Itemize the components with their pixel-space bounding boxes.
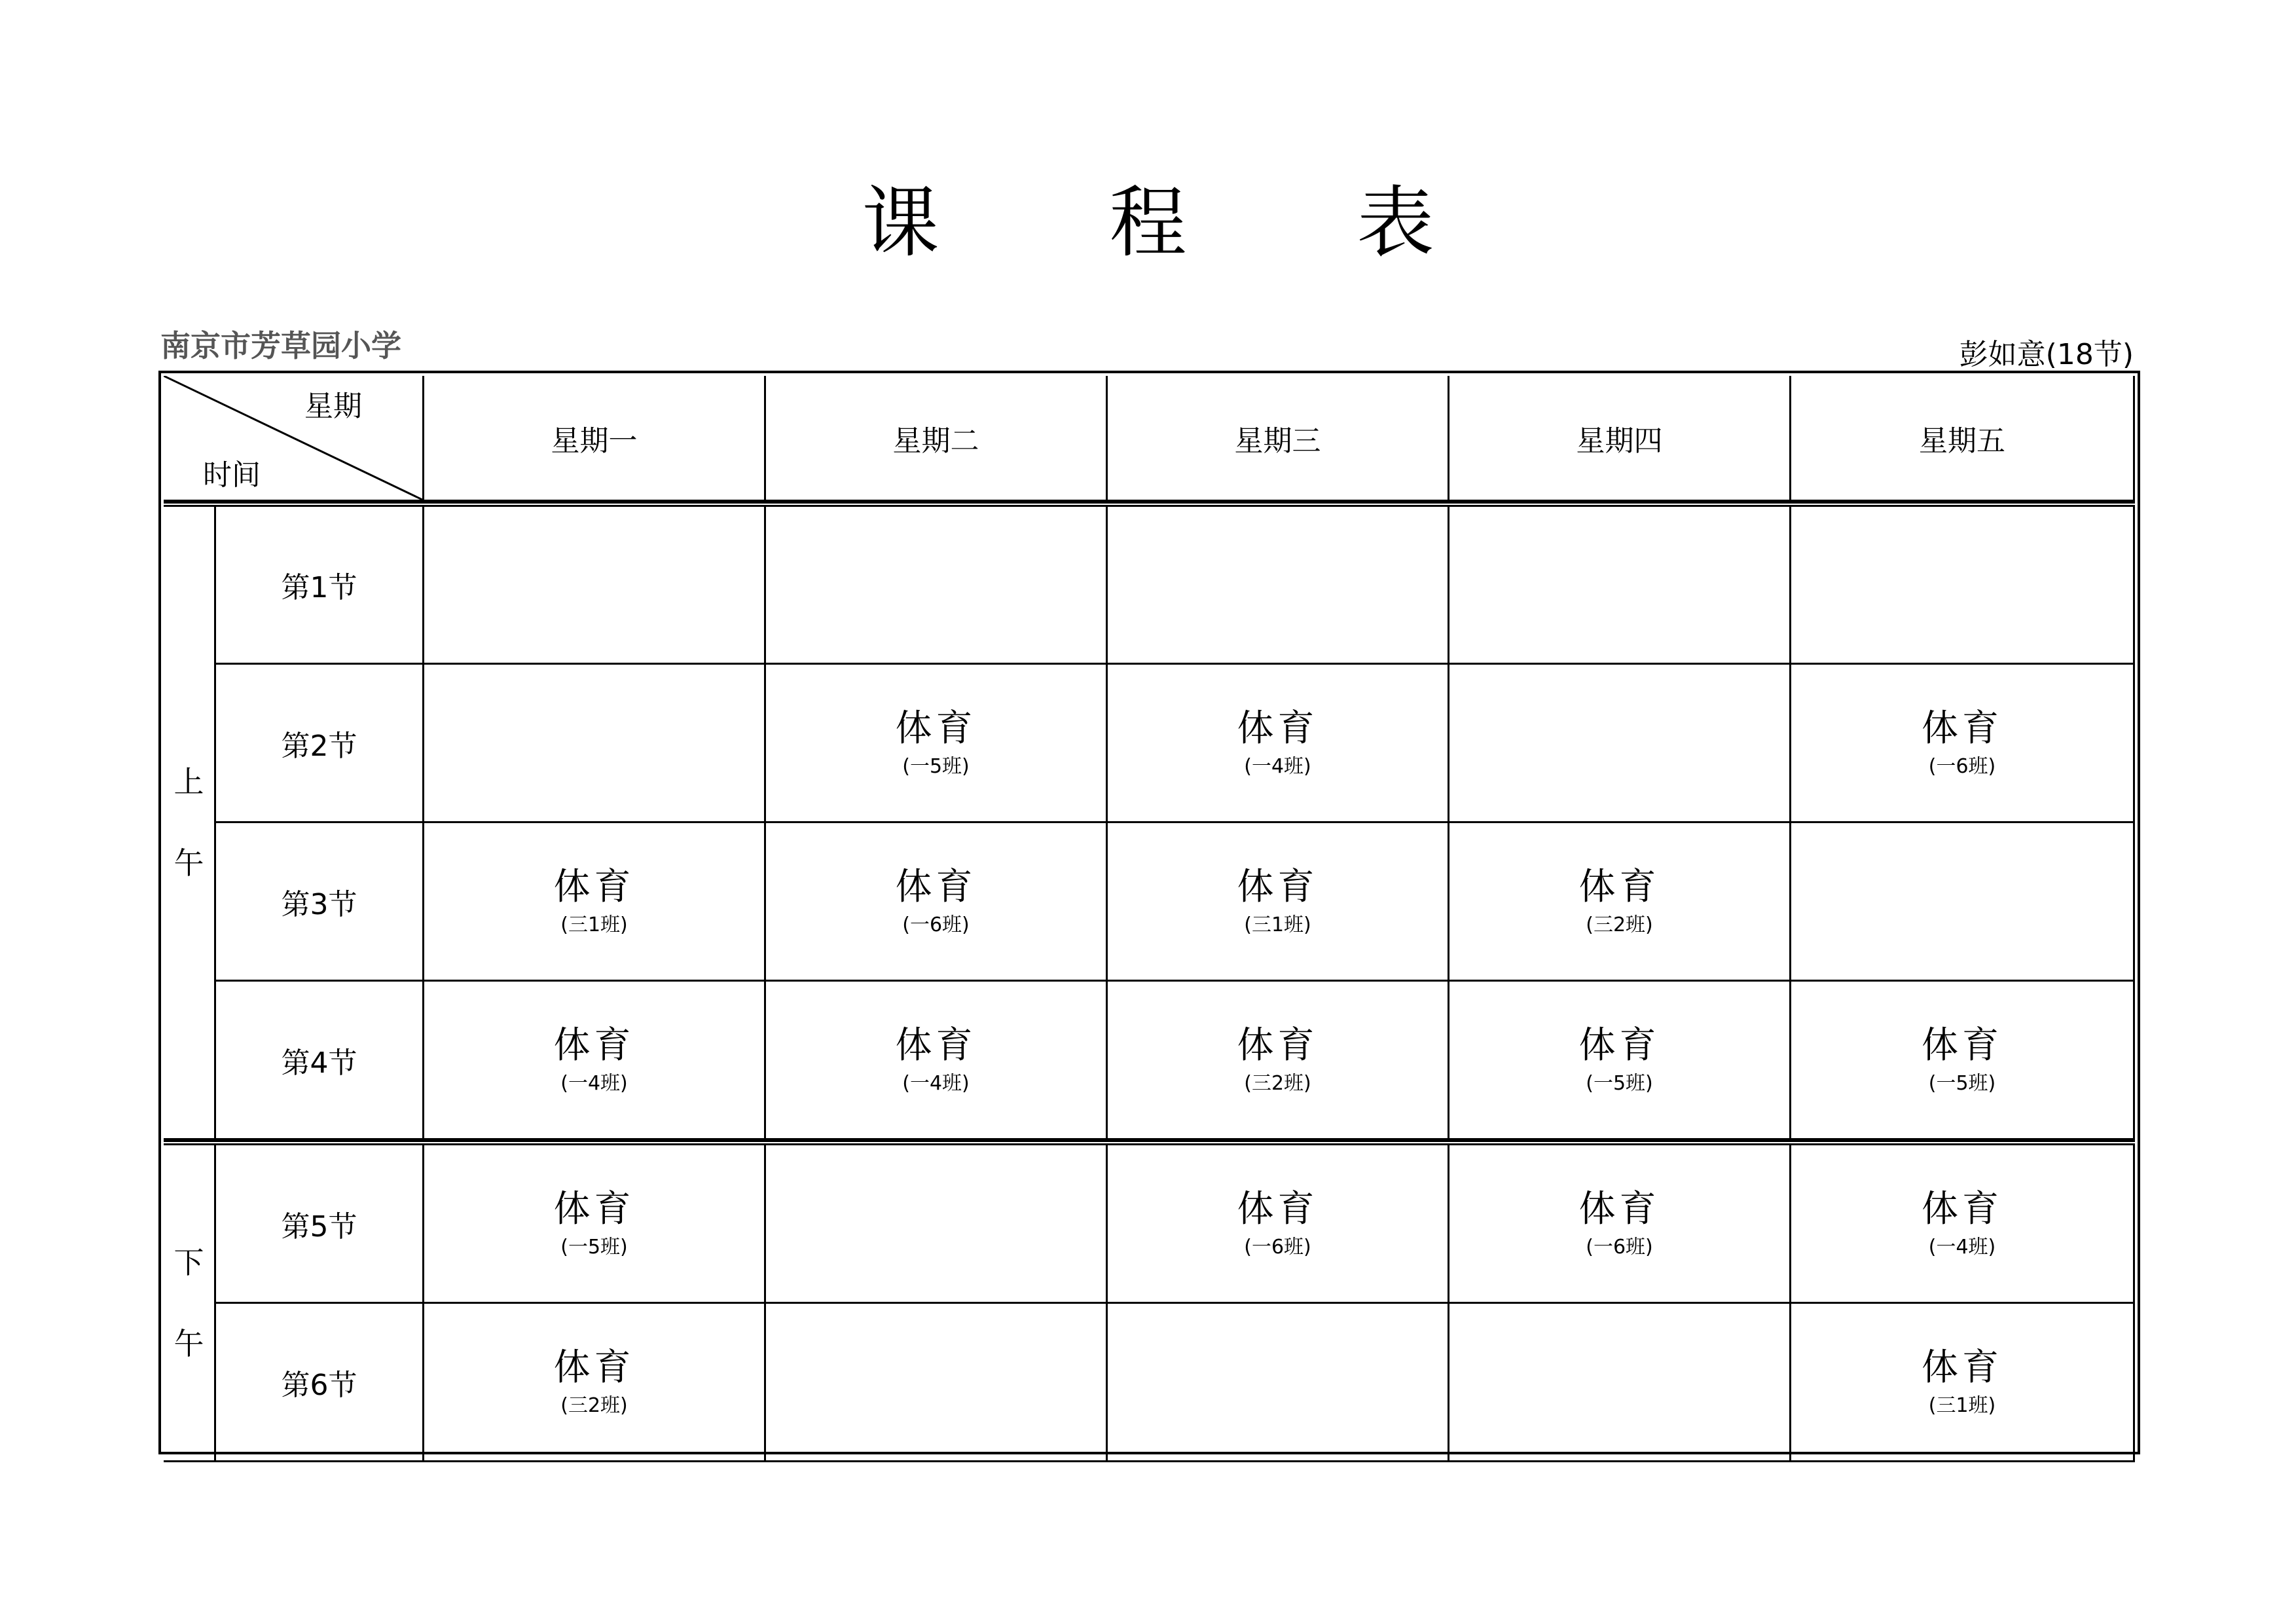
period-label-5: 第5节 xyxy=(216,1145,424,1304)
lesson-cell-p2-thu xyxy=(1449,665,1791,823)
lesson-subject: 体育 xyxy=(1922,1346,2003,1389)
lesson-cell-p3-tue xyxy=(766,823,1108,982)
document-title xyxy=(0,177,2296,268)
period-label-4: 第4节 xyxy=(216,982,424,1140)
morning-char-2: 午 xyxy=(173,845,204,881)
lesson-cell-p6-fri xyxy=(1791,1304,2135,1462)
midday-double-rule xyxy=(164,1140,2135,1145)
corner-label-time: 时间 xyxy=(203,458,261,492)
lesson-cell-p3-wed xyxy=(1108,823,1449,982)
lesson-class: (一5班) xyxy=(1928,1071,1996,1095)
lesson-class: (三2班) xyxy=(1586,913,1653,936)
lesson-cell-p3-fri xyxy=(1791,823,2135,982)
title-char-2: 程 xyxy=(1109,177,1187,268)
lesson-class: (一6班) xyxy=(1244,1235,1311,1259)
lesson-cell-p4-wed xyxy=(1108,982,1449,1140)
header-double-rule xyxy=(164,502,2135,507)
lesson-class: (一4班) xyxy=(560,1071,628,1095)
lesson-class: (三2班) xyxy=(1244,1071,1311,1095)
lesson-class: (一4班) xyxy=(1244,754,1311,778)
afternoon-char-2: 午 xyxy=(173,1325,204,1361)
lesson-cell-p1-tue xyxy=(766,507,1108,665)
period-label-1: 第1节 xyxy=(216,507,424,665)
lesson-cell-p2-wed xyxy=(1108,665,1449,823)
lesson-cell-p1-mon xyxy=(424,507,766,665)
lesson-cell-p5-wed xyxy=(1108,1145,1449,1304)
lesson-subject: 体育 xyxy=(553,1024,635,1067)
lesson-subject: 体育 xyxy=(1578,1024,1660,1067)
lesson-subject: 体育 xyxy=(1237,1187,1319,1230)
lesson-cell-p6-thu xyxy=(1449,1304,1791,1462)
period-label-2: 第2节 xyxy=(216,665,424,823)
lesson-class: (一5班) xyxy=(902,754,970,778)
lesson-subject: 体育 xyxy=(895,865,977,908)
title-char-3: 表 xyxy=(1357,177,1434,268)
lesson-cell-p4-mon xyxy=(424,982,766,1140)
lesson-subject: 体育 xyxy=(1237,707,1319,750)
lesson-class: (一5班) xyxy=(1586,1071,1653,1095)
lesson-cell-p4-thu xyxy=(1449,982,1791,1140)
day-header-monday: 星期一 xyxy=(424,376,766,502)
afternoon-char-1: 下 xyxy=(173,1244,204,1280)
lesson-class: (三1班) xyxy=(1244,913,1311,936)
lesson-class: (一4班) xyxy=(1928,1235,1996,1259)
lesson-cell-p1-thu xyxy=(1449,507,1791,665)
lesson-cell-p5-tue xyxy=(766,1145,1108,1304)
lesson-subject: 体育 xyxy=(1578,1187,1660,1230)
lesson-subject: 体育 xyxy=(1237,865,1319,908)
lesson-class: (三2班) xyxy=(560,1393,628,1417)
lesson-cell-p5-mon xyxy=(424,1145,766,1304)
lesson-cell-p4-fri xyxy=(1791,982,2135,1140)
lesson-cell-p2-tue xyxy=(766,665,1108,823)
period-label-6: 第6节 xyxy=(216,1304,424,1462)
lesson-subject: 体育 xyxy=(1922,1024,2003,1067)
lesson-class: (一6班) xyxy=(1928,754,1996,778)
period-label-3: 第3节 xyxy=(216,823,424,982)
lesson-cell-p6-wed xyxy=(1108,1304,1449,1462)
lesson-cell-p2-mon xyxy=(424,665,766,823)
lesson-cell-p1-fri xyxy=(1791,507,2135,665)
lesson-subject: 体育 xyxy=(1578,865,1660,908)
morning-char-1: 上 xyxy=(173,764,204,800)
lesson-cell-p3-thu xyxy=(1449,823,1791,982)
lesson-subject: 体育 xyxy=(1237,1024,1319,1067)
morning-label xyxy=(164,507,216,1140)
lesson-subject: 体育 xyxy=(553,1346,635,1389)
lesson-cell-p6-mon xyxy=(424,1304,766,1462)
lesson-subject: 体育 xyxy=(895,1024,977,1067)
lesson-class: (一4班) xyxy=(902,1071,970,1095)
corner-header-cell xyxy=(164,376,424,502)
lesson-cell-p6-tue xyxy=(766,1304,1108,1462)
lesson-subject: 体育 xyxy=(553,1187,635,1230)
lesson-cell-p3-mon xyxy=(424,823,766,982)
afternoon-label xyxy=(164,1145,216,1462)
lesson-class: (一6班) xyxy=(902,913,970,936)
lesson-cell-p1-wed xyxy=(1108,507,1449,665)
day-header-wednesday: 星期三 xyxy=(1108,376,1449,502)
teacher-name: 彭如意(18节) xyxy=(1959,338,2134,371)
lesson-subject: 体育 xyxy=(895,707,977,750)
lesson-cell-p4-tue xyxy=(766,982,1108,1140)
title-char-1: 课 xyxy=(862,177,939,268)
lesson-subject: 体育 xyxy=(553,865,635,908)
lesson-class: (三1班) xyxy=(560,913,628,936)
lesson-subject: 体育 xyxy=(1922,707,2003,750)
lesson-subject: 体育 xyxy=(1922,1187,2003,1230)
lesson-class: (一6班) xyxy=(1586,1235,1653,1259)
day-header-tuesday: 星期二 xyxy=(766,376,1108,502)
lesson-class: (一5班) xyxy=(560,1235,628,1259)
lesson-cell-p2-fri xyxy=(1791,665,2135,823)
corner-label-weekday: 星期 xyxy=(304,390,362,423)
lesson-cell-p5-thu xyxy=(1449,1145,1791,1304)
timetable xyxy=(164,376,2135,1449)
day-header-thursday: 星期四 xyxy=(1449,376,1791,502)
day-header-friday: 星期五 xyxy=(1791,376,2135,502)
lesson-cell-p5-fri xyxy=(1791,1145,2135,1304)
school-name: 南京市芳草园小学 xyxy=(160,328,401,363)
lesson-class: (三1班) xyxy=(1928,1393,1996,1417)
